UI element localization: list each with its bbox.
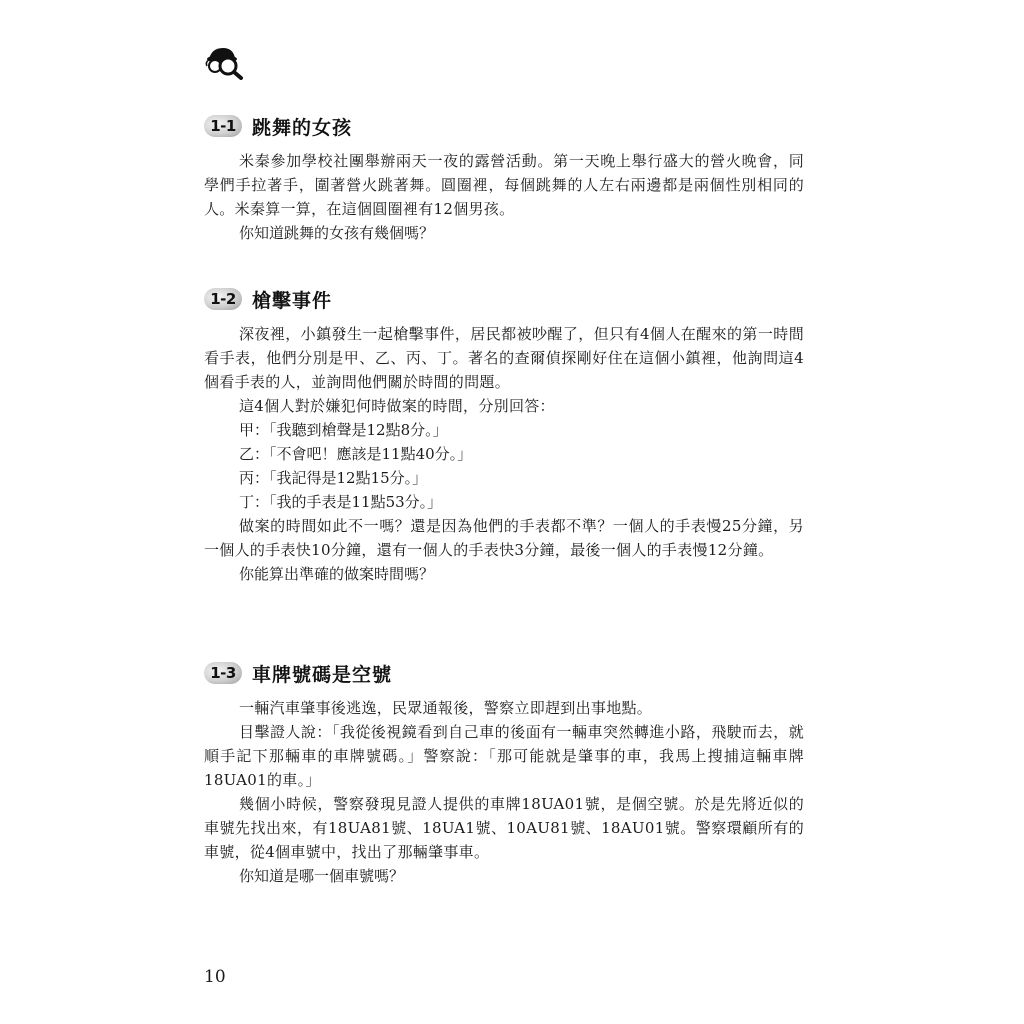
question: 你知道跳舞的女孩有幾個嗎？ <box>239 224 435 242</box>
question: 你能算出準確的做案時間嗎？ <box>239 565 435 583</box>
section-number-badge: 1-1 <box>204 115 242 137</box>
paragraph: 幾個小時候，警察發現見證人提供的車牌18UA01號，是個空號。於是先將近似的車號先找出來，有18UA81號、18UA1號、10AU81號、18AU01號。警察環顧所有的車號，從4個車號中，找出了那輛肇事車。 <box>204 795 804 861</box>
section-number-badge: 1-3 <box>204 662 242 684</box>
section-heading <box>204 658 804 688</box>
paragraph: 深夜裡，小鎮發生一起槍擊事件，居民都被吵醒了，但只有4個人在醒來的第一時間看手表，他們分別是甲、乙、丙、丁。著名的查爾偵探剛好住在這個小鎮裡，他詢問這4個看手表的人，並詢問他們關於時間的問題。 <box>204 325 804 391</box>
section-heading <box>204 284 804 314</box>
section-heading <box>204 111 804 141</box>
section-title: 跳舞的女孩 <box>252 116 353 139</box>
section-1-3 <box>204 658 804 888</box>
section-1-2 <box>204 284 804 586</box>
page-number: 10 <box>204 967 226 987</box>
dialogue-line: 甲：「我聽到槍聲是12點8分。」 <box>239 421 448 439</box>
paragraph: 米秦參加學校社團舉辦兩天一夜的露營活動。第一天晚上舉行盛大的營火晚會，同學們手拉著手，圍著營火跳著舞。圓圈裡，每個跳舞的人左右兩邊都是兩個性別相同的人。米秦算一算，在這個圓圈裡有12個男孩。 <box>204 152 804 218</box>
dialogue-line: 丙：「我記得是12點15分。」 <box>239 469 428 487</box>
detective-magnifier-logo <box>201 44 245 80</box>
question: 你知道是哪一個車號嗎？ <box>239 867 405 885</box>
dialogue-line: 乙：「不會吧！應該是11點40分。」 <box>239 445 473 463</box>
paragraph: 做案的時間如此不一嗎？還是因為他們的手表都不準？一個人的手表慢25分鐘，另一個人的手表快10分鐘，還有一個人的手表快3分鐘，最後一個人的手表慢12分鐘。 <box>204 517 804 559</box>
section-number-badge: 1-2 <box>204 288 242 310</box>
dialogue-line: 丁：「我的手表是11點53分。」 <box>239 493 443 511</box>
paragraph: 目擊證人說：「我從後視鏡看到自己車的後面有一輛車突然轉進小路，飛駛而去，就順手記下那輛車的車牌號碼。」警察說：「那可能就是肇事的車，我馬上搜捕這輛車牌18UA01的車。」 <box>204 723 804 789</box>
paragraph: 這4個人對於嫌犯何時做案的時間，分別回答： <box>239 397 555 415</box>
paragraph: 一輛汽車肇事後逃逸，民眾通報後，警察立即趕到出事地點。 <box>239 699 653 717</box>
section-title: 槍擊事件 <box>252 289 333 312</box>
section-title: 車牌號碼是空號 <box>252 663 393 686</box>
section-1-1 <box>204 111 804 245</box>
